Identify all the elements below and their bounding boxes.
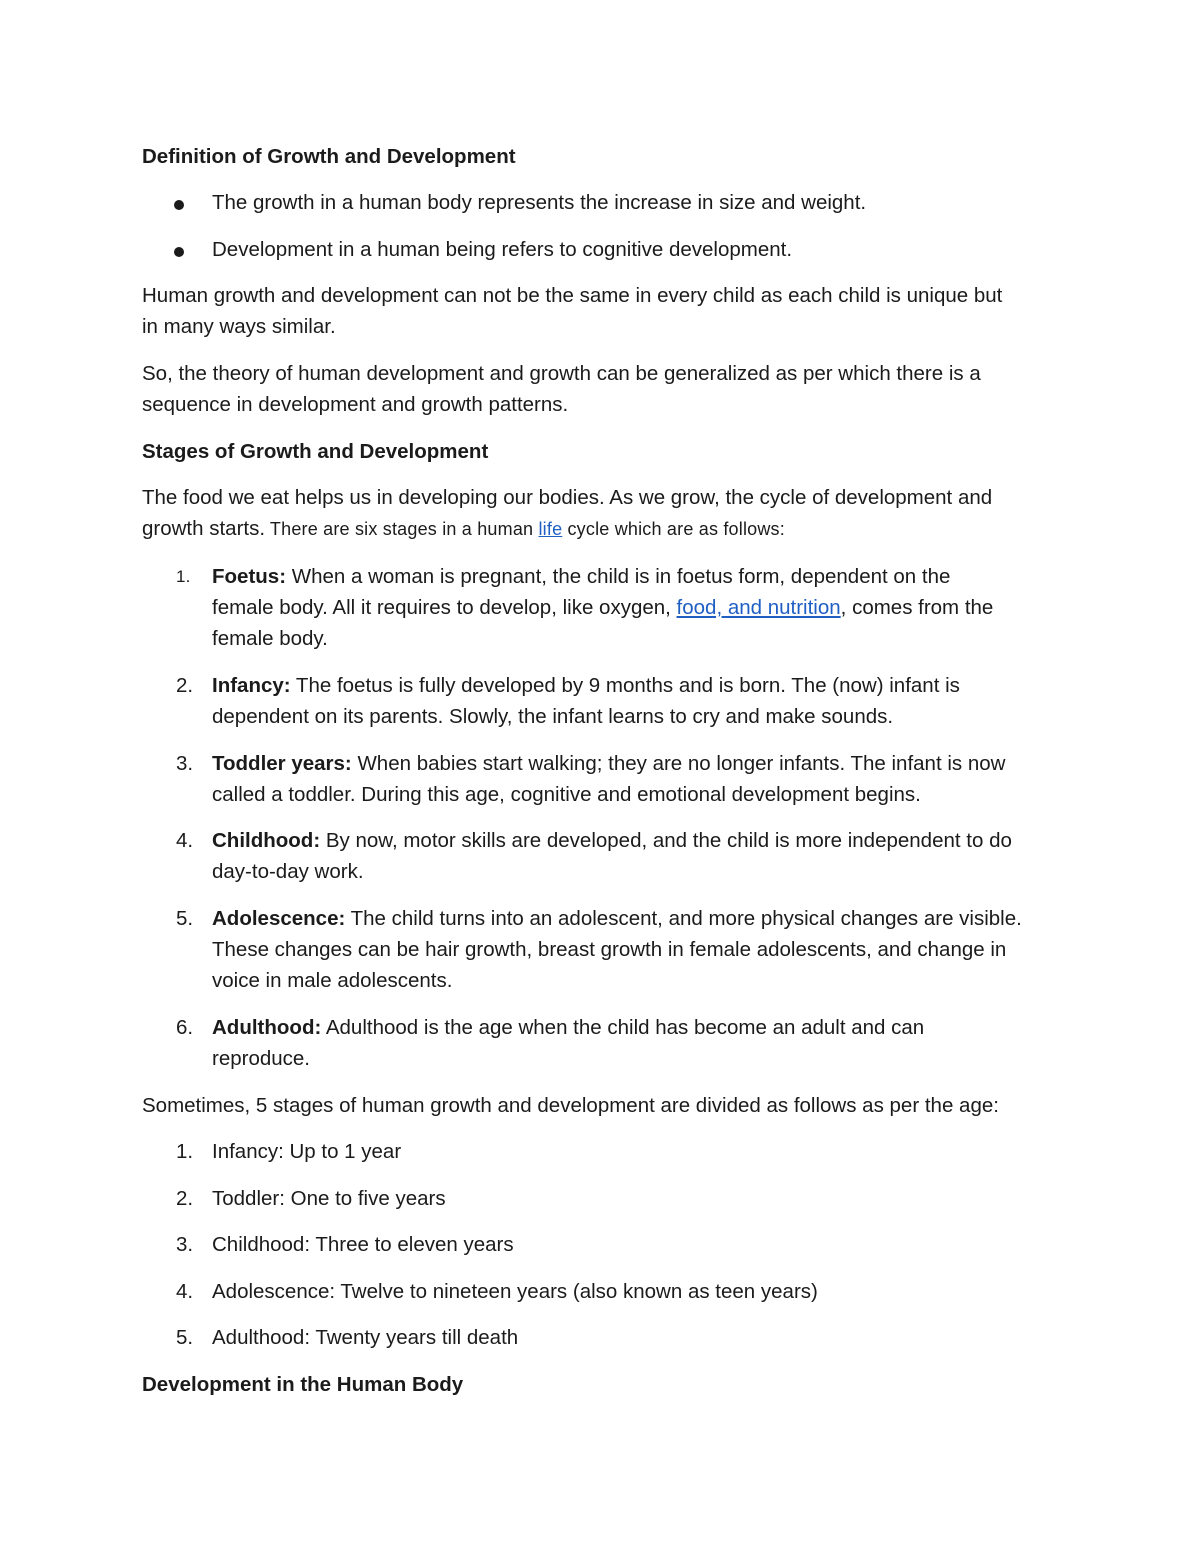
paragraph-line: The food we eat helps us in developing our bodies. As we grow, the cycle of development and [142, 486, 993, 509]
list-number: 1. [176, 1140, 194, 1163]
food-nutrition-link[interactable]: food, and nutrition [676, 596, 841, 619]
list-number: 5. [176, 907, 194, 930]
item-line: The child turns into an adolescent, and more physical changes are visible. [345, 907, 1022, 930]
item-line: When a woman is pregnant, the child is in foetus form, dependent on the [286, 565, 951, 588]
list-item-text [212, 670, 1092, 732]
paragraph-theory [142, 358, 1062, 420]
list-number: 2. [176, 1187, 194, 1210]
term-label: Foetus: [212, 565, 287, 588]
item-line: female body. [212, 627, 328, 650]
list-number: 1. [176, 567, 191, 586]
list-number: 4. [176, 1280, 194, 1303]
item-line: When babies start walking; they are no longer infants. The infant is now [351, 752, 1006, 775]
paragraph-line: sequence in development and growth patterns. [142, 393, 569, 416]
item-line: The foetus is fully developed by 9 months and is born. The (now) infant is [290, 674, 960, 697]
intro-small-text: cycle which are as follows: [562, 519, 785, 539]
item-line: , comes from the [840, 596, 994, 619]
item-line: female body. All it requires to develop, like oxygen, [212, 596, 677, 619]
bullet-text: Development in a human being refers to cognitive development. [212, 238, 793, 261]
intro-text: growth starts. [142, 517, 266, 540]
item-line: reproduce. [212, 1047, 311, 1070]
list-item-text: Childhood: Three to eleven years [212, 1233, 514, 1256]
paragraph-line: in many ways similar. [142, 315, 336, 338]
list-number: 3. [176, 1233, 194, 1256]
list-number: 6. [176, 1016, 194, 1039]
heading-stages: Stages of Growth and Development [142, 440, 489, 463]
paragraph-intro [142, 482, 1062, 545]
bullet-dot-icon [174, 200, 184, 210]
paragraph-uniqueness [142, 280, 1062, 342]
list-item-text [212, 1012, 1092, 1074]
term-label: Infancy: [212, 674, 291, 697]
list-item-text: Infancy: Up to 1 year [212, 1140, 402, 1163]
heading-development-body: Development in the Human Body [142, 1373, 464, 1396]
intro-small-text: There are six stages in a human [265, 519, 539, 539]
list-item-text: Adulthood: Twenty years till death [212, 1326, 519, 1349]
list-item-text: Toddler: One to five years [212, 1187, 446, 1210]
list-item-text [212, 748, 1092, 810]
list-number: 2. [176, 674, 194, 697]
paragraph-line: Human growth and development can not be the same in every child as each child is unique but [142, 284, 1003, 307]
list-item-text [212, 561, 1092, 654]
term-label: Toddler years: [212, 752, 352, 775]
list-number: 3. [176, 752, 194, 775]
term-label: Adolescence: [212, 907, 346, 930]
heading-definition: Definition of Growth and Development [142, 145, 516, 168]
term-label: Childhood: [212, 829, 321, 852]
list-item-text [212, 903, 1092, 996]
term-label: Adulthood: [212, 1016, 322, 1039]
list-number: 4. [176, 829, 194, 852]
item-line: dependent on its parents. Slowly, the infant learns to cry and make sounds. [212, 705, 894, 728]
list-item-text: Adolescence: Twelve to nineteen years (also known as teen years) [212, 1280, 818, 1303]
paragraph-line [142, 513, 1062, 545]
life-link[interactable]: life [538, 519, 563, 539]
item-line: By now, motor skills are developed, and the child is more independent to do [320, 829, 1012, 852]
item-line: Adulthood is the age when the child has become an adult and can [321, 1016, 925, 1039]
item-line: These changes can be hair growth, breast growth in female adolescents, and change in [212, 938, 1007, 961]
item-line: called a toddler. During this age, cognitive and emotional development begins. [212, 783, 921, 806]
paragraph-line: So, the theory of human development and growth can be generalized as per which there is a [142, 362, 981, 385]
list-item-text [212, 825, 1092, 887]
item-line: day-to-day work. [212, 860, 364, 883]
bullet-text: The growth in a human body represents the increase in size and weight. [212, 191, 867, 214]
item-line: voice in male adolescents. [212, 969, 453, 992]
paragraph-five-stages: Sometimes, 5 stages of human growth and development are divided as follows as per the age: [142, 1094, 999, 1117]
list-number: 5. [176, 1326, 194, 1349]
bullet-dot-icon [174, 247, 184, 257]
